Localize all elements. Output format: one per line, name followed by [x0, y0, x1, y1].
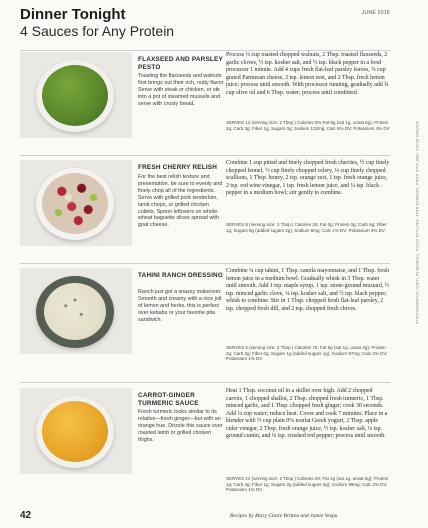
divider: [20, 263, 390, 264]
divider: [20, 155, 390, 156]
page-number: 42: [20, 510, 32, 521]
recipe-intro: Ranch just got a snazzy makeover. Smooth and creamy with a nice jolt of lemon and herbs, this is perfect over kebabs or your favorite pita sandwich.: [138, 289, 222, 323]
page-footer: [20, 510, 390, 524]
recipe-intro: Toasting the flaxseeds and walnuts first brings out their rich, nutty flavor. Serve with steak or chicken, or stir into a pot of steamed mussels and serve with crusty bread.: [138, 73, 225, 107]
recipe-intro: Fresh turmeric looks similar to its relative—fresh ginger—but with an orange hue. Drizzle this sauce over roasted lamb or grilled chicken thighs.: [138, 409, 223, 443]
bowl-icon: [36, 168, 114, 240]
page-title: Dinner Tonight: [20, 6, 126, 23]
recipe-carrot-ginger-turmeric-sauce: [20, 388, 390, 493]
recipe-name: TAHINI RANCH DRESSING: [138, 272, 224, 279]
recipe-credit: Recipes by Mary Claire Britton and Jamie Vespa: [230, 513, 338, 519]
page-subtitle: 4 Sauces for Any Protein: [20, 23, 175, 39]
nutrition-info: SERVES 12 (serving size: 2 Tbsp.) Calories 29; Fat 1g (sat 1g, unsat 0g); Protein 1g; Carb 4g; Fiber 1g; Sugars 2g (added sugars 0g); Sodium 99mg; Calc 2% DV; Potassium 1% DV: [226, 476, 389, 493]
recipe-photo-pesto: [20, 52, 132, 138]
bowl-icon: [36, 276, 114, 348]
divider: [20, 50, 390, 51]
nutrition-info: SERVES 6 (serving size: 2 Tbsp.) Calories 75; Fat 5g (sat 1g, unsat 4g); Protein 2g; Carb 2g; Fiber 0g; Sugars 1g (added sugars 1g); Sodium 97mg; Calc 2% DV; Potassium 1% DV: [226, 345, 388, 362]
recipe-method: Combine 1 cup pitted and finely chopped fresh cherries, ½ cup finely chopped fennel, ½ cup finely chopped celery, ¼ cup finely chopped scallions, 1 Tbsp. honey, 2 tsp. orange zest, 1 tsp. fresh orange juice, 2 tsp. red wine vinegar, 1 tsp. fresh lemon juice, and ¼ tsp. black pepper in a medium bowl; stir gently to combine.: [226, 160, 390, 196]
recipe-name: FLAXSEED AND PARSLEY PESTO: [138, 56, 223, 71]
recipe-photo-tahini-ranch: [20, 268, 132, 354]
recipe-intro: For the best relish texture and presentation, be sure to evenly and finely chop all of the ingredients. Serve with grilled pork tenderloin, lamb chops, or grilled chicken cutlets. Spoon leftovers on whole-wheat baguette slices spread with goat cheese.: [138, 174, 223, 229]
recipe-flaxseed-parsley-pesto: [20, 52, 390, 152]
nutrition-info: SERVES 8 (serving size: 3 Tbsp.) Calories 26; Fat 0g; Protein 0g; Carb 6g; Fiber 1g; Sugars 5g (added sugars 2g); Sodium 8mg; Calc 1% DV; Potassium 3% DV: [226, 222, 387, 233]
recipe-method: Heat 1 Tbsp. coconut oil in a skillet over high. Add 2 chopped carrots, 1 chopped shallot, 2 Tbsp. chopped fresh turmeric, 1 Tbsp. minced garlic, and 1 Tbsp. chopped fresh ginger; cook 30 seconds. Add ¼ cup water; reduce heat. Cover and cook 7 minutes. Place in a blender with ½ cup plain 0% nonfat Greek yogurt, 2 Tbsp. apple cider vinegar, 2 Tbsp. fresh orange juice, ½ tsp. kosher salt, ¼ tsp. ground cumin, and ⅛ tsp. crushed red pepper; process until smooth.: [226, 388, 388, 439]
recipe-photo-cherry-relish: [20, 160, 132, 246]
recipe-method: Combine ¼ cup tahini, 1 Tbsp. canola mayonnaise, and 1 Tbsp. fresh lemon juice in a medium bowl. Gradually whisk in 3 Tbsp. water until smooth. Add 1 tsp. maple syrup, 1 tsp. stone-ground mustard, ½ tsp. minced garlic clove, ¼ tsp. kosher salt, and ½ tsp. black pepper; whisk to combine. Stir in 1 Tbsp. chopped fresh flat-leaf parsley, 2 tsp. chopped fresh dill, and 2 tsp. chopped fresh chives.: [226, 268, 390, 312]
bowl-icon: [36, 60, 114, 132]
photo-credit-text: PHOTOGRAPHY: CAITLIN BENSEL; FOOD STYLING: TINA STAMOS; PROP STYLING: THOM DRIVER: [414, 121, 420, 325]
issue-date: JUNE 2018: [361, 10, 390, 16]
page-header: [20, 6, 390, 48]
divider: [20, 382, 390, 383]
recipe-photo-carrot-ginger: [20, 388, 132, 474]
recipe-tahini-ranch-dressing: [20, 268, 390, 368]
nutrition-info: SERVES 12 (serving size: 2 Tbsp.) Calories 0% Fat 8g (sat 1g, unsat 6g); Protein 2g; Carb 3g; Fiber 1g; Sugars 0g; Sodium 132mg; Calc 5% DV; Potassium 4% DV: [226, 120, 390, 131]
recipe-fresh-cherry-relish: [20, 160, 390, 260]
photo-credit: [412, 60, 420, 390]
recipe-method: Process ⅓ cup toasted chopped walnuts, 2 Tbsp. toasted flaxseeds, 2 garlic cloves, ½ tsp. kosher salt, and ½ tsp. black pepper in a food processor 1 minute. Add 4 cups fresh flat-leaf parsley leaves, ⅓ cup grated Parmesan cheese, 2 tsp. lemon zest, and 2 Tbsp. fresh lemon juice; process until smooth. With processor running, gradually add ¾ cup olive oil and 6 Tbsp. water; process until combined.: [226, 52, 389, 96]
recipe-name: FRESH CHERRY RELISH: [138, 164, 218, 171]
bowl-icon: [36, 396, 114, 468]
recipe-name: CARROT-GINGER TURMERIC SAUCE: [138, 392, 199, 407]
